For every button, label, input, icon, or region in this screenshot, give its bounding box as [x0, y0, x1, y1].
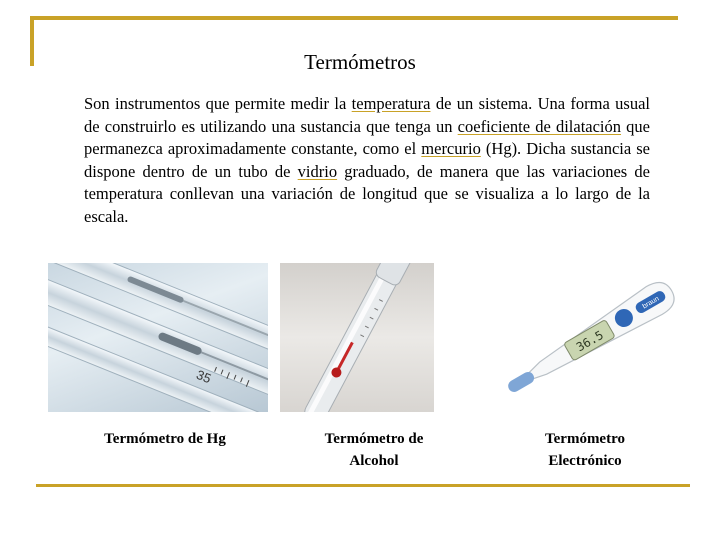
paragraph-text: (Hg). Dicha sustancia se dispone dentro de un tubo de	[84, 139, 650, 181]
hg-scale-digits: 35	[194, 366, 214, 387]
frame-bottom-rule	[36, 484, 690, 487]
caption-alcohol-line2: Alcohol	[349, 453, 399, 469]
caption-electronic	[512, 428, 658, 472]
frame-top-rule	[30, 16, 678, 20]
caption-electronic-line1: Termómetro	[545, 431, 625, 447]
link-mercurio[interactable]: mercurio	[421, 139, 481, 159]
mercury-thermometer-illustration	[48, 263, 268, 412]
mercury-thermometer-image	[48, 263, 268, 412]
electronic-thermometer-illustration	[494, 263, 688, 412]
electronic-brand-label: braun	[641, 295, 661, 311]
link-temperatura[interactable]: temperatura	[351, 94, 431, 113]
body-paragraph	[84, 93, 650, 229]
caption-electronic-line2: Electrónico	[548, 453, 622, 469]
paragraph-text: que permanezca aproximadamente constante, como el	[84, 116, 651, 159]
paragraph-text: de un sistema. Una forma usual de construirlo es utilizando una sustancia que tenga un	[84, 94, 650, 136]
paragraph-text: graduado, de manera que las variaciones de temperatura conllevan una variación de longitud que se visualiza a lo largo de la escala.	[84, 161, 650, 226]
caption-alcohol	[298, 428, 450, 472]
caption-alcohol-line1: Termómetro de	[324, 431, 424, 447]
link-coeficiente-dilatacion[interactable]: coeficiente de dilatación	[457, 116, 622, 136]
slide-title: Termómetros	[304, 50, 416, 74]
caption-hg: Termómetro de Hg	[104, 431, 226, 447]
link-vidrio[interactable]: vidrio	[297, 161, 338, 181]
electronic-thermometer-image	[494, 263, 688, 412]
alcohol-thermometer-image	[280, 263, 434, 412]
alcohol-thermometer-illustration	[280, 263, 434, 412]
paragraph-text: Son instrumentos que permite medir la	[84, 94, 352, 113]
electronic-display-reading: 36.5	[573, 327, 606, 355]
